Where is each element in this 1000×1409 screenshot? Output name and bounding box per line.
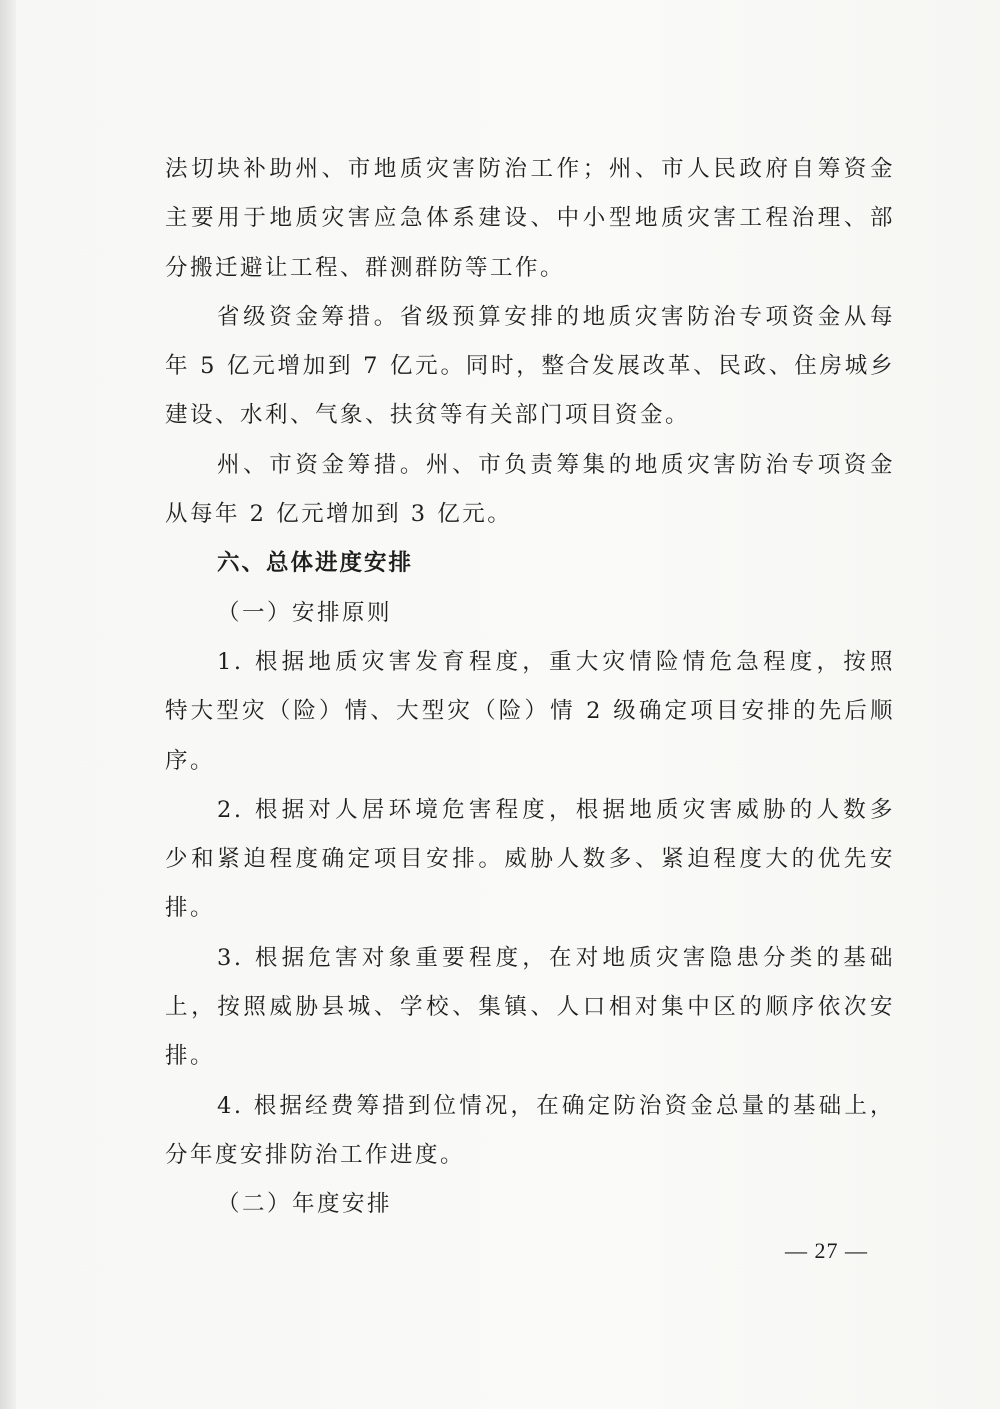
page-number: — 27 —: [785, 1238, 868, 1263]
paragraph-line: 1. 根据地质灾害发育程度，重大灾情险情危急程度，按照: [217, 648, 895, 675]
paragraph-line: 分年度安排防治工作进度。: [165, 1141, 466, 1168]
body-text: [165, 145, 895, 1230]
paragraph-line: 州、市资金筹措。州、市负责筹集的地质灾害防治专项资金: [217, 451, 895, 478]
paragraph-line: 建设、水利、气象、扶贫等有关部门项目资金。: [165, 402, 691, 429]
paragraph-line: 特大型灾（险）情、大型灾（险）情 2 级确定项目安排的先后顺: [165, 698, 895, 725]
paragraph-line: 上，按照威胁县城、学校、集镇、人口相对集中区的顺序依次安: [165, 994, 895, 1021]
paragraph-line: 少和紧迫程度确定项目安排。威胁人数多、紧迫程度大的优先安: [165, 846, 895, 873]
paragraph-line: 3. 根据危害对象重要程度，在对地质灾害隐患分类的基础: [217, 944, 895, 971]
subsection-heading: （一）安排原则: [217, 599, 393, 626]
page-edge-shadow: [0, 0, 16, 1409]
paragraph-line: 序。: [165, 747, 216, 774]
section-heading: 六、总体进度安排: [217, 550, 414, 577]
paragraph-line: 省级资金筹措。省级预算安排的地质灾害防治专项资金从每: [217, 303, 895, 330]
paragraph-line: 2. 根据对人居环境危害程度，根据地质灾害威胁的人数多: [217, 796, 895, 823]
paragraph-line: 年 5 亿元增加到 7 亿元。同时，整合发展改革、民政、住房城乡: [165, 353, 895, 380]
paragraph-line: 从每年 2 亿元增加到 3 亿元。: [165, 501, 513, 528]
paragraph-line: 排。: [165, 895, 216, 922]
paragraph-line: 排。: [165, 1043, 216, 1070]
paragraph-line: 法切块补助州、市地质灾害防治工作；州、市人民政府自筹资金: [165, 156, 895, 182]
paragraph-line: 分搬迁避让工程、群测群防等工作。: [165, 254, 566, 281]
subsection-heading: （二）年度安排: [217, 1191, 393, 1218]
paragraph-line: 4. 根据经费筹措到位情况，在确定防治资金总量的基础上，: [217, 1092, 895, 1119]
paragraph-line: 主要用于地质灾害应急体系建设、中小型地质灾害工程治理、部: [165, 205, 895, 232]
